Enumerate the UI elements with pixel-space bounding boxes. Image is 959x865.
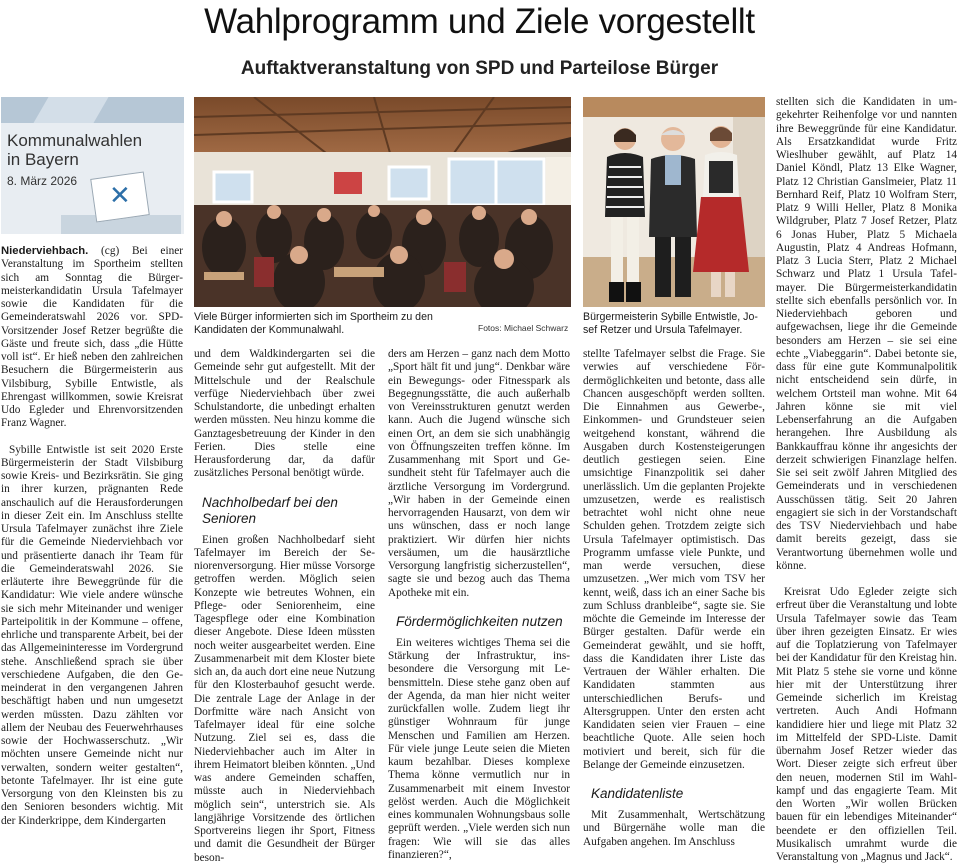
article-column-4	[583, 348, 765, 849]
kommunalwahl-logo	[1, 97, 184, 234]
paragraph: Mit Zusammenhalt, Wertschätzung und Bürgernähe wolle man die Aufgaben angehen. Im Anschluss	[583, 809, 765, 848]
photo-left-caption: Viele Bürger informierten sich im Sportheim zu den Kandidaten der Kommunalwahl.	[194, 311, 433, 336]
photo-credit: Fotos: Michael Schwarz	[478, 323, 569, 333]
logo-date: 8. März 2026	[7, 174, 78, 188]
article-column-2	[194, 348, 375, 865]
paragraph: Einen großen Nachholbedarf sieht Tafelmayer im Bereich der Seniorenversorgung. Hier müsse Vorsorge getroffen werden. Möglich seien Konzepte wie betreutes Wohnen, ein Pflege- oder Seniorenheim, eine Tagespflege oder eine Kombination dieser Angebote. Diese Ideen müssten noch weiter ausgearbeitet werden. Eine Zusammenarbeit mit dem Kloster biete sich an, da auch dort eine neue Nutzung für den Klosterbauhof gesucht werde. Die zentrale Lage der Anlage in der Dorfmitte wäre nach Ansicht von Tafelmayer ideal für eine solche Nutzung. Ziel sei es, dass die Niederviehbacher auch im Alter in ihrem Heimatort bleiben könnten. „Und was andere Gemeinden schaffen, müsste auch in Niederviehbach möglich sein“, unterstrich sie. Als langjährige Vorsitzende des örtlichen Sportvereins liegen ihr Sport, Fitness und damit die Gesundheit der Bürger beson-	[194, 533, 375, 864]
section-heading: Kandidatenliste	[591, 786, 684, 801]
section-heading: Fördermöglichkeiten nutzen	[396, 613, 563, 629]
paragraph	[1, 245, 183, 431]
paragraph: stellte Tafelmayer selbst die Frage. Sie verwies auf verschiedene Fördermöglichkeiten und betonte, dass alle Chancen ausgeschöpft werden sollten. Die Einnahmen aus Gewerbe-, Einkommen- und Grundsteuer seien weitgehend konstant, während die Ausgaben durch Kostensteigerungen deutlich gestiegen seien. Eine umsichtige Finanzpolitik sei daher unerlässlich. Um die geplanten Projekte umzusetzen, werde es realistisch betrachtet wohl nicht ohne neue Schulden gehen. Trotzdem zeigte sich Ursula Tafelmayer optimistisch. Das Programm umfasse viele Punkte, und man werde versuchen, diese umzusetzen. „Wer mich vom TSV her kennt, weiß, dass ich an einer Sache bis zum Schluss dranbleibe“, sagte sie. Sie möchte die Gemeinde im Interesse der Bürger gestalten. Dafür werde ein Gemeinderat gewählt, und sie hofft, dass die Kandidaten ihrer Liste das Vertrauen der Wähler erhalten. Die Kandidaten stammten aus unterschiedlichen Berufs- und Altersgruppen. Unter den ersten acht Kandidaten seien vier Frauen – eine beachtliche Quote. Alle seien hoch motiviert und bereit, sich für die Belange der Gemeinde einzusetzen.	[583, 348, 765, 771]
headline: Wahlprogramm und Ziele vorgestellt	[204, 2, 755, 41]
paragraph: und dem Waldkindergarten sei die Gemeinde sehr gut aufgestellt. Mit der Mittelschule und der Realschule verfüge Niederviehbach über zwei Schulstandorte, die unbedingt erhalten werden müssten. Neu hinzu komme die Ganztagesbetreuung der Kinder in den Ferien. Dies stelle eine Herausforderung dar, da dafür zusätzliches Personal benötigt würde.	[194, 348, 375, 480]
dateline: Niederviehbach.	[1, 245, 89, 257]
section-heading: Nachholbedarf bei den Senioren	[202, 494, 338, 526]
paragraph: Kreisrat Udo Egleder zeigte sich erfreut über die Veranstaltung und lobte Ursula Tafelmayer sowie das Team über ihren gezeigten Einsatz. Er wies auf die Toplatzierung von Tafelmayer bei der Kandidatur für den Kreistag hin. Mit Platz 5 stehe sie vorne und könne hier mit der Unterstützung ihrer Gemeinde sicherlich im Kreistag vertreten. Auch Andi Hofmann kandidiere hier und liege mit Platz 32 im Mittelfeld der SPD-Liste. Damit übernahm Josef Retzer wieder das Wort. Dieser zeigte sich erfreut über den neuen, modernen Stil im Wahlkampf und das engagierte Team. Mit den Worten „Wir wollen Brücken bauen für ein lebendiges Miteinander“ beendete er den offiziellen Teil. Musikalisch umrahmt wurde die Veranstaltung von „Magnus und Jack“.	[776, 586, 958, 863]
paragraph: Sybille Entwistle ist seit 2020 Erste Bürgermeisterin der Stadt Vilsbiburg sowie Kreis- und Bezirksrätin. Sie ging in ihrer kurzen, prägnanten Rede anschaulich auf die Herausforderungen in dieser Zeit ein. Im Anschluss stellte Ursula Tafelmayer zunächst ihre Ziele für die Gemeinde Niederviehbach vor und präsentierte danach ihr Team für die Gemeinderatswahl 2026. Sie erläuterte ihre Beweggründe für die Kandidatur: Wie viele andere wünsche sie sich mehr Miteinander und weniger Parteipolitik in der Kommune – offene, ehrliche und transparente Arbeit, bei der das Allgemeininteresse im Vordergrund stehe. Anschließend sprach sie über verschiedene Aufgaben, die den Gemeinderat in den vergangenen Jahren beschäftigt haben und nun umgesetzt werden müssten. Dazu zählten vor allem der Neubau des Feuerwehrhauses sowie der Hochwasserschutz. „Wir möchten unsere Gemeinde nicht nur verwalten, sondern weiter gestalten“, betonte Tafelmayer. Ihr ist eine gute Versorgung von den Kleinsten bis zu den Senioren besonders wichtig. Mit der Kinderkrippe, dem Kindergarten	[1, 443, 183, 827]
paragraph: stellten sich die Kandidaten in umgekehrter Reihenfolge vor und nannten ihre Beweggründe für eine Kandidatur. Als Ersatzkandidat wurde Fritz Wieslhuber gewählt, auf Platz 14 Daniel Köndl, Platz 13 Elke Wagner, Platz 12 Christian Ganslmeier, Platz 11 Bernhard Reif, Platz 10 Wolfram Sterr, Platz 9 Willi Heller, Platz 8 Monika Wildgruber, Platz 7 Josef Retzer, Platz 6 Jonas Huber, Platz 5 Michaela Augustin, Platz 4 Andreas Hofmann, Platz 3 Lucia Sterr, Platz 2 Michael Schwarz und Platz 1 Ursula Tafelmayer. Die Bürgermeisterkandidatin stellte sich ebenfalls persönlich vor. In Niederviehbach geboren und aufgewachsen, liege ihr die Gemeinde besonders am Herzen – sie sei eine echte „Viabeggarin“. Dabei betonte sie, dass für eine gute Kommunalpolitik nicht entscheidend sein dürfe, in welchem Ortsteil man wohne. Mit 64 Jahren könne sie mit viel Lebenserfahrung an die Aufgaben herangehen. Ihre Ausbildung als Bankkauffrau könne ihr angesichts der derzeit schwierigen Finanzlage helfen. Sie sei seit zwölf Jahren Mitglied des Gemeinderats und in verschiedenen Ausschüssen tätig. Seit 20 Jahren engagiert sie sich in der Vorstandschaft des TSV Niederviehbach und habe damit bereits gezeigt, dass sie Verantwortung übernehmen wolle und könne.	[776, 96, 957, 572]
photo-right-caption: Bürgermeisterin Sybille Entwistle, Josef Retzer und Ursula Tafelmayer.	[583, 311, 758, 336]
subheadline: Auftaktveranstaltung von SPD und Parteilose Bürger	[240, 58, 719, 79]
people-photo	[583, 97, 765, 307]
ballot-x-icon: ✕	[109, 181, 131, 211]
sportheim-photo	[194, 97, 571, 307]
photo-sportheim-crowd	[194, 97, 571, 307]
article-column-5	[776, 96, 957, 864]
paragraph: ders am Herzen – ganz nach dem Motto „Sport hält fit und jung“. Denkbar wäre ein Bewegungs- oder Fitnesspark als Begegnungsstätte, die auch außerhalb von Vereinsstrukturen genutzt werden kann. Auch die Jugend wünsche sich einen Ort, an dem sie sich unabhängig von Öffnungszeiten treffen könne. Im Zusammenhang mit Sport und Gesundheit steht für Tafelmayer auch die ärztliche Versorgung im Vordergrund. „Wir haben in der Gemeinde einen hervorragenden Hausarzt, von dem wir uns wünschen, dass er noch lange praktiziert. Wir dürfen hier nichts versäumen, um die hausärztliche Versorgung langfristig sicherzustellen“, sagte sie und bezog auch das Thema Apotheke mit ein.	[388, 348, 570, 599]
photo-three-people	[583, 97, 765, 307]
paragraph: Ein weiteres wichtiges Thema sei die Stärkung der Infrastruktur, insbesondere die Versorgung mit Lebensmitteln. Diese stehe ganz oben auf der Agenda, da man hier nicht weiter zurückfallen wolle. Zudem liegt ihr günstiger Wohnraum für junge Menschen und Familien am Herzen. Für viele junge Leute seien die Mieten kaum bezahlbar. Dieses komplexe Thema könne vermutlich nur in Zusammenarbeit mit einem Investor gelöst werden. Auch die Möglichkeit eines kommunalen Wohnungsbaus solle geprüft werden. „Viele werden sich nun fragen: Wie will sie das alles finanzieren?“,	[388, 636, 570, 861]
logo-line1: Kommunalwahlen	[7, 131, 143, 150]
paragraph-text: (cg) Bei einer Veranstaltung im Sportheim stellten sich am Sonntag die Bürgermeisterkandidatin Ursula Tafelmayer sowie die Kandidaten für die Gemeinderatswahl 2026 vor. SPD-Vorsitzender Josef Retzer begrüßte die Gäste und freute sich, dass „die Hütte voll ist“. Er hieß neben den zahlreichen Besuchern die Bürgermeisterin aus Vilsbiburg, Sybille Entwistle, als Ehrengast willkommen, sowie Kreisrat Udo Egleder und Ehrenvorsitzenden Franz Wagner.	[1, 245, 184, 430]
logo-line2: in Bayern	[7, 150, 79, 169]
article-column-3	[388, 348, 570, 862]
article-column-1	[1, 245, 183, 828]
